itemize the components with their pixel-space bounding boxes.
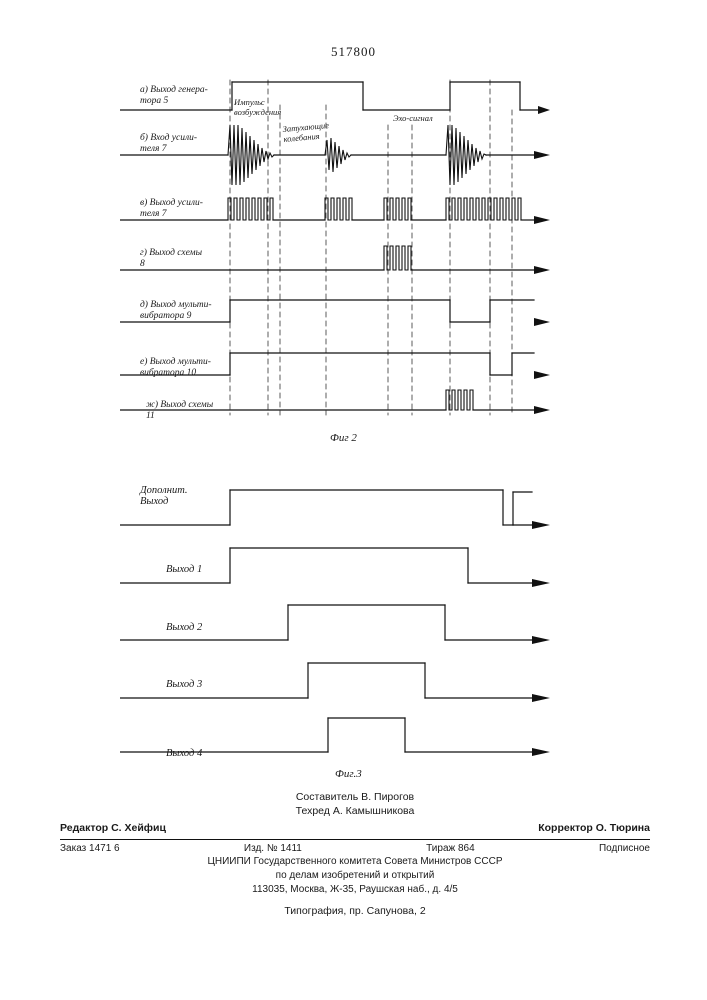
- techred-line: Техред А. Камышникова: [295, 805, 415, 817]
- fig3-label-additional-output: Дополнит. Выход: [140, 485, 188, 507]
- footer-divider: [60, 839, 650, 840]
- fig2-row-label-d: д) Выход мульти- вибратора 9: [140, 300, 212, 321]
- edition-number: Изд. № 1411: [243, 843, 302, 854]
- fig2-row-label-g: г) Выход схемы 8: [140, 248, 203, 269]
- fig3-label-output-4: Выход 4: [166, 748, 203, 759]
- fig2-row-label-a: а) Выход генера- тора 5: [140, 85, 208, 106]
- circulation: Тираж 864: [426, 843, 475, 854]
- institute-address: 113035, Москва, Ж-35, Раушская наб., д. 4/5: [252, 884, 458, 895]
- patent-number: 517800: [331, 44, 376, 59]
- compiler-line: Составитель В. Пирогов: [295, 791, 415, 803]
- subscription: Подписное: [598, 843, 650, 854]
- editor-line: Редактор С. Хейфиц: [60, 822, 166, 834]
- figure-3-caption: Фиг.3: [335, 768, 362, 780]
- fig2-row-label-zh: ж) Выход схемы 11: [146, 400, 214, 421]
- figure-2-caption: Фиг 2: [330, 432, 357, 444]
- order-number: Заказ 1471 6: [60, 843, 120, 854]
- fig3-label-output-3: Выход 3: [166, 679, 203, 690]
- annotation-echo-signal: Эхо-сигнал: [393, 113, 433, 123]
- institute-line-1: ЦНИИПИ Государственного комитета Совета Министров СССР: [207, 856, 503, 867]
- annotation-damped-oscillations: Затухающие колебания: [282, 120, 330, 144]
- fig3-label-output-1: Выход 1: [166, 564, 203, 575]
- fig2-row-label-e: е) Выход мульти- вибратора 10: [140, 357, 211, 378]
- fig2-row-label-b: б) Вход усили- теля 7: [140, 133, 198, 154]
- fig2-row-label-v: в) Выход усили- теля 7: [140, 198, 203, 219]
- institute-line-2: по делам изобретений и открытий: [275, 870, 435, 881]
- fig3-label-output-2: Выход 2: [166, 622, 203, 633]
- typography-line: Типография, пр. Сапунова, 2: [284, 905, 426, 917]
- imprint-footer: [60, 790, 650, 917]
- figure-3-diagram: [120, 470, 550, 770]
- annotation-excitation-pulse: Импульс возбуждения: [234, 97, 282, 117]
- corrector-line: Корректор О. Тюрина: [538, 822, 650, 834]
